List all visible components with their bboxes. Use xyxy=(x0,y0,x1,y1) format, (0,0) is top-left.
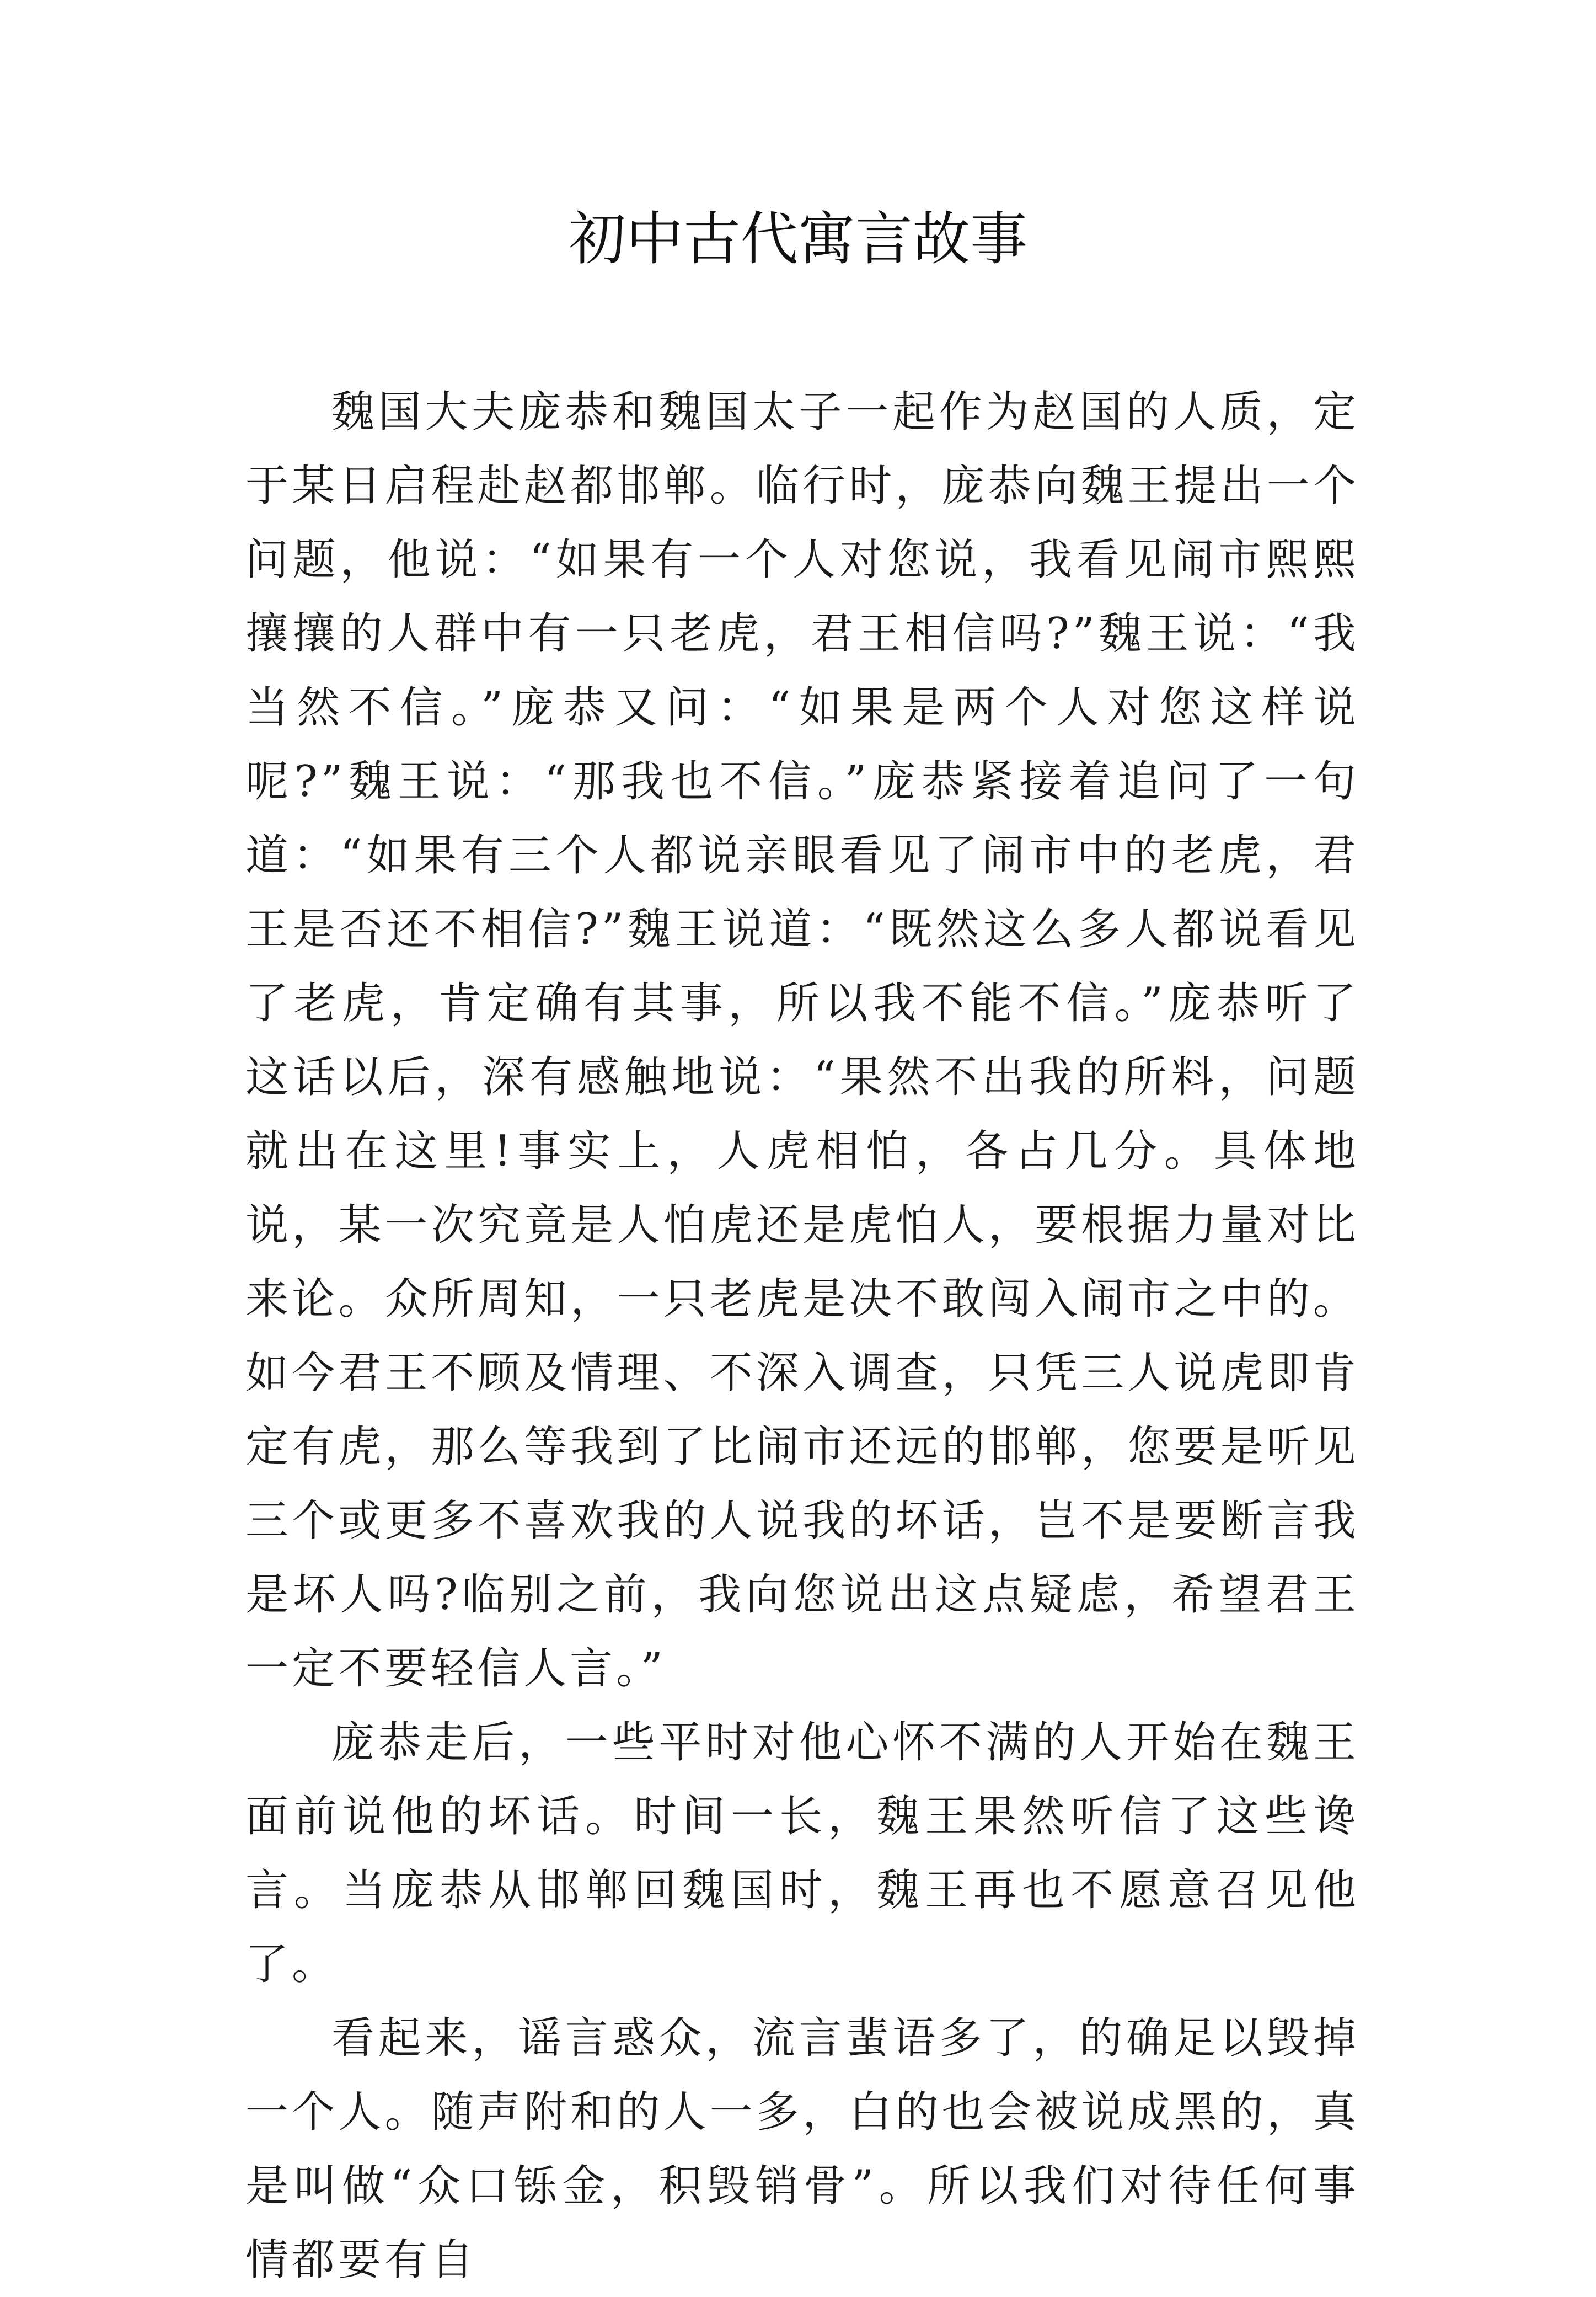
paragraph-3: 看起来，谣言惑众，流言蜚语多了，的确足以毁掉一个人。随声附和的人一多，白的也会被说成黑的，真是叫做“众口铄金，积毁销骨”。所以我们对待任何事情都要有自 xyxy=(245,2013,1359,2285)
paragraph-2: 庞恭走后，一些平时对他心怀不满的人开始在魏王面前说他的坏话。时间一长，魏王果然听信了这些谗言。当庞恭从邯郸回魏国时，魏王再也不愿意召见他了。 xyxy=(245,1718,1359,1989)
document-title: 初中古代寓言故事 xyxy=(568,205,1027,273)
paragraph-1: 魏国大夫庞恭和魏国太子一起作为赵国的人质，定于某日启程赴赵都邯郸。临行时，庞恭向魏王提出一个问题，他说：“如果有一个人对您说，我看见闹市熙熙攘攘的人群中有一只老虎，君王相信吗?”魏王说：“我当然不信。”庞恭又问：“如果是两个人对您这样说呢?”魏王说：“那我也不信。”庞恭紧接着追问了一句道：“如果有三个人都说亲眼看见了闹市中的老虎，君王是否还不相信?”魏王说道：“既然这么多人都说看见了老虎，肯定确有其事，所以我不能不信。”庞恭听了这话以后，深有感触地说：“果然不出我的所料，问题就出在这里!事实上，人虎相怕，各占几分。具体地说，某一次究竟是人怕虎还是虎怕人，要根据力量对比来论。众所周知，一只老虎是决不敢闯入闹市之中的。如今君王不顾及情理、不深入调查，只凭三人说虎即肯定有虎，那么等我到了比闹市还远的邯郸，您要是听见三个或更多不喜欢我的人说我的坏话，岂不是要断言我是坏人吗?临别之前，我向您说出这点疑虑，希望君王一定不要轻信人言。” xyxy=(245,387,1359,1694)
document-body xyxy=(245,375,1359,2297)
